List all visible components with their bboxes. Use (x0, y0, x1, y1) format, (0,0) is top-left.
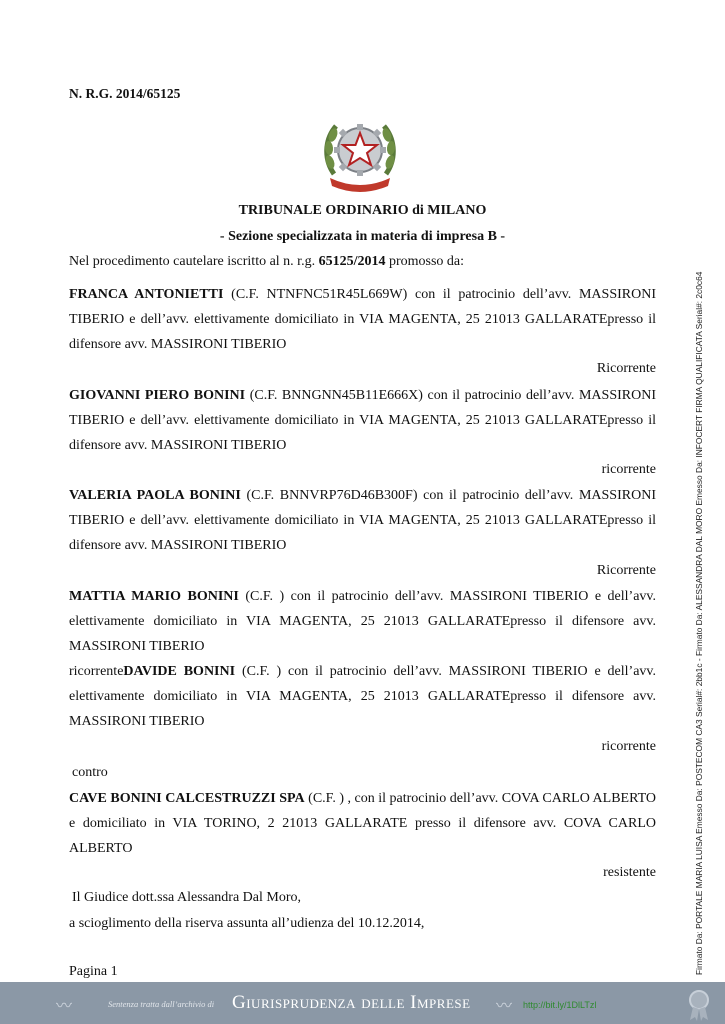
digital-signature-note: Firmato Da: PORTALE MARIA LUISA Emesso Da: POSTECOM CA3 Serial#: 2bb1c - Firmato Da: ALESSANDRA DAL MORO Emesso Da: INFOCERT FIRMA QUALIFICATA Serial#: 2c0c64 (694, 271, 704, 975)
party-paragraph (69, 483, 656, 559)
intro-line (69, 254, 464, 270)
party-name: MATTIA MARIO BONINI (69, 589, 239, 604)
party-prefix: ricorrente (69, 664, 124, 679)
party-paragraph (69, 659, 656, 735)
party-role: Ricorrente (596, 361, 656, 376)
party-text: (C.F. ) con il patrocinio dell’avv. MASSIRONI TIBERIO e dell’avv. elettivamente domiciliato in VIA MAGENTA, 25 21013 GALLARATEpresso il difensore avv. MASSIRONI TIBERIO (69, 664, 657, 730)
section-title: - Sezione specializzata in materia di impresa B - (219, 229, 506, 244)
reserve-line: a scioglimento della riserva assunta all’udienza del 10.12.2014, (69, 916, 425, 931)
intro-suffix: promosso da: (385, 254, 465, 269)
party-text: (C.F. BNNGNN45B11E666X) con il patrocinio dell’avv. MASSIRONI TIBERIO e dell’avv. elettivamente domiciliato in VIA MAGENTA, 25 21013 GALLARATEpresso il difensore avv. MASSIRONI TIBERIO (69, 388, 656, 454)
party-paragraph (69, 584, 656, 660)
party-paragraph (69, 282, 656, 358)
party-role: Ricorrente (596, 563, 656, 578)
footer-banner (0, 982, 725, 1024)
judge-line: Il Giudice dott.ssa Alessandra Dal Moro, (72, 890, 302, 905)
intro-prefix: Nel procedimento cautelare iscritto al n. r.g. (69, 254, 319, 269)
party-text: (C.F. NTNFNC51R45L669W) con il patrocinio dell’avv. MASSIRONI TIBERIO e dell’avv. elettivamente domiciliato in VIA MAGENTA, 25 21013 GALLARATEpresso il difensore avv. MASSIRONI TIBERIO (69, 287, 656, 353)
footer-brand: Giurisprudenza delle Imprese (232, 992, 471, 1013)
party-role: ricorrente (601, 462, 656, 477)
party-role: ricorrente (601, 739, 656, 754)
party-name: VALERIA PAOLA BONINI (69, 488, 241, 503)
party-name: DAVIDE BONINI (123, 664, 236, 679)
rg-number: N. R.G. 2014/65125 (69, 86, 181, 101)
party-name: GIOVANNI PIERO BONINI (69, 388, 246, 403)
party-text: (C.F. ) con il patrocinio dell’avv. MASSIRONI TIBERIO e dell’avv. elettivamente domiciliato in VIA MAGENTA, 25 21013 GALLARATEpresso il difensore avv. MASSIRONI TIBERIO (69, 589, 656, 655)
intro-rg: 65125/2014 (318, 254, 386, 269)
contro-label: contro (72, 765, 108, 780)
respondent-name: CAVE BONINI CALCESTRUZZI SPA (69, 791, 305, 806)
repubblica-italiana-emblem-icon (322, 112, 398, 194)
party-name: FRANCA ANTONIETTI (69, 287, 224, 302)
respondent-text: (C.F. ) , con il patrocinio dell’avv. COVA CARLO ALBERTO e domiciliato in VIA TORINO, 2 21013 GALLARATE presso il difensore avv. COVA CARLO ALBERTO (69, 791, 657, 857)
medal-icon (684, 988, 714, 1022)
footer-link[interactable]: http://bit.ly/1DlLTzl (523, 1000, 597, 1010)
ornament-icon: 〰 (56, 998, 73, 1015)
court-title: TRIBUNALE ORDINARIO di MILANO (238, 203, 487, 218)
ornament-icon: 〰 (496, 998, 513, 1015)
party-text: (C.F. BNNVRP76D46B300F) con il patrocinio dell’avv. MASSIRONI TIBERIO e dell’avv. elettivamente domiciliato in VIA MAGENTA, 25 21013 GALLARATEpresso il difensore avv. MASSIRONI TIBERIO (69, 488, 656, 554)
party-paragraph (69, 383, 656, 459)
page-number: Pagina 1 (69, 964, 118, 979)
footer-source: Sentenza tratta dall’archivio di (108, 999, 215, 1009)
respondent-paragraph (69, 786, 656, 862)
respondent-role: resistente (603, 865, 656, 880)
